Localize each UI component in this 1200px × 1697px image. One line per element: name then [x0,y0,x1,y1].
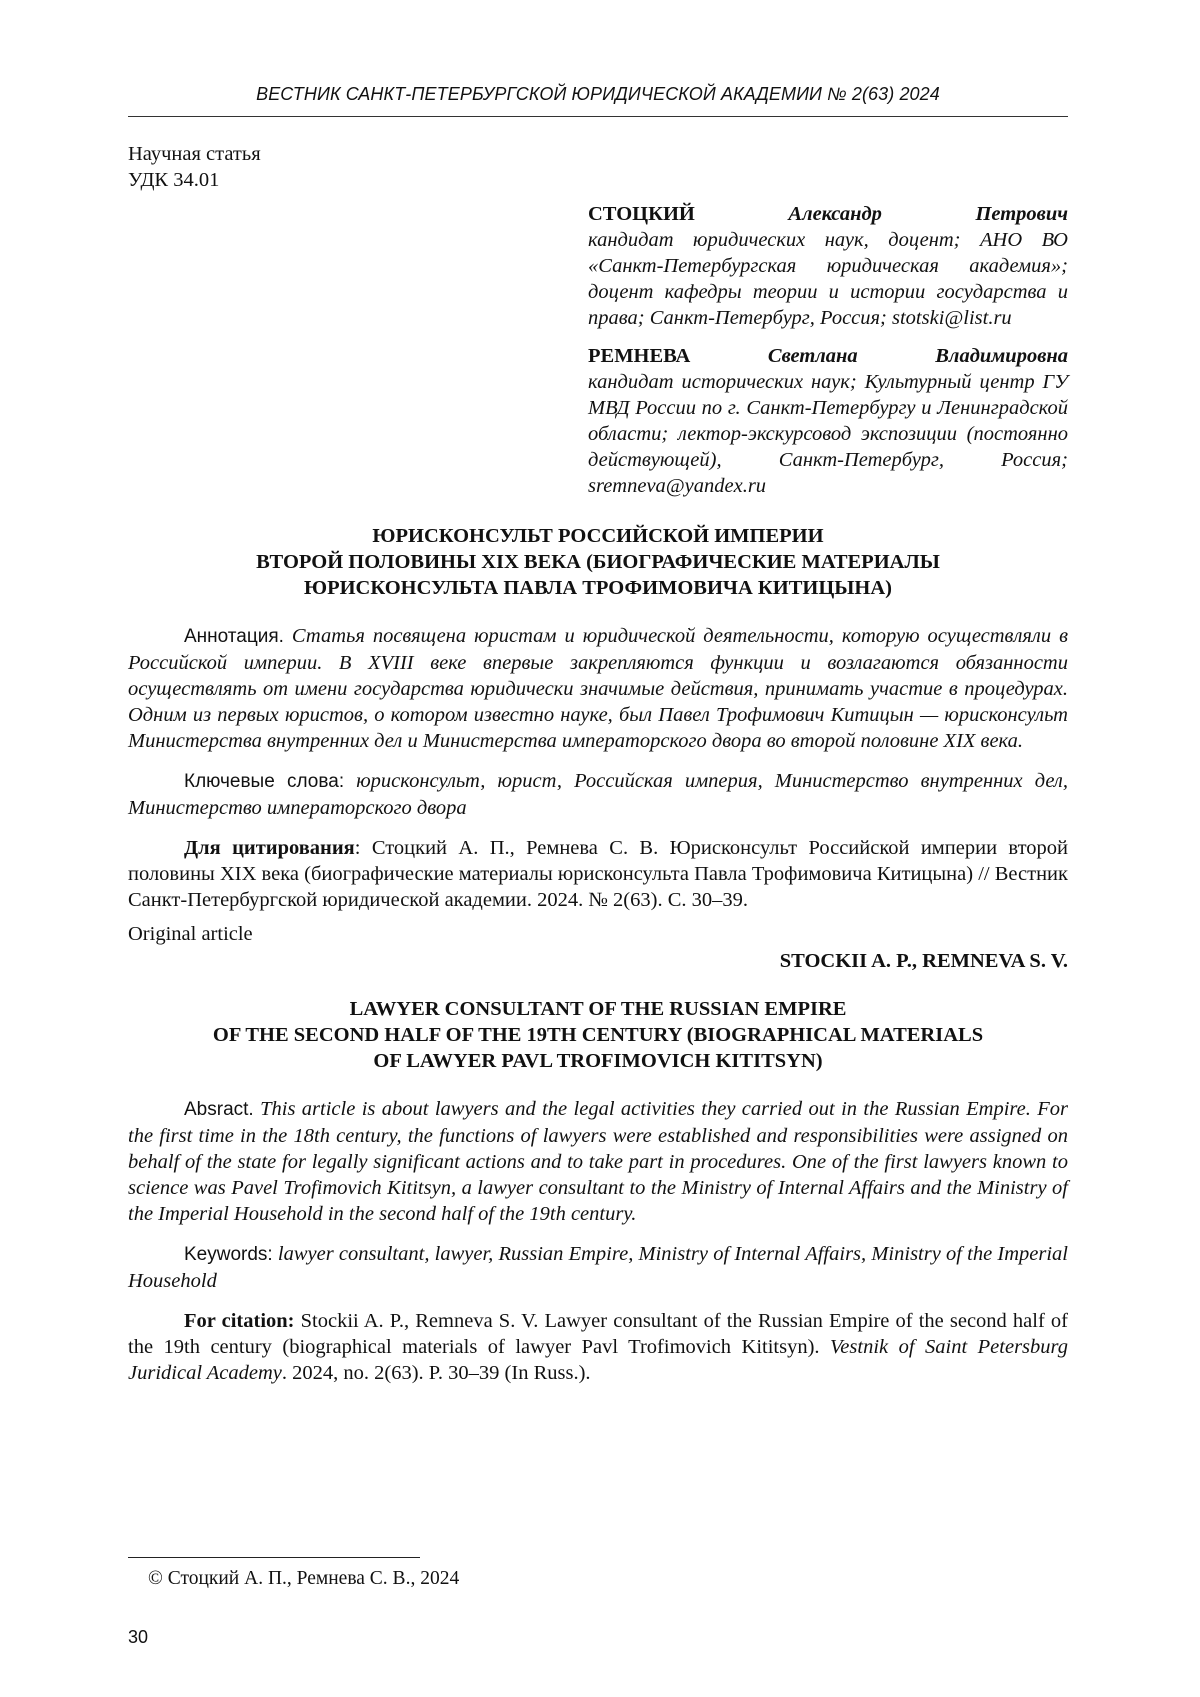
article-title-ru [128,523,1068,601]
author-affiliation: кандидат юридических наук, доцент; АНО ВО «Санкт-Петербургская юридическая академия»; доцент кафедры теории и истории государства и права; Санкт-Петербург, Россия; stotski@list.ru [588,229,1068,329]
author-name [588,343,1068,369]
title-line: ЮРИСКОНСУЛЬТА ПАВЛА ТРОФИМОВИЧА КИТИЦЫНА) [304,577,892,599]
copyright-footnote: © Стоцкий А. П., Ремнева С. В., 2024 [148,1568,460,1589]
citation-label: For citation: [184,1310,295,1332]
citation-journal: Vestnik of Saint Petersburg Juridical Academy [128,1336,1068,1384]
title-line: OF LAWYER PAVL TROFIMOVICH KITITSYN) [373,1050,823,1072]
citation-tail: . 2024, no. 2(63). P. 30–39 (In Russ.). [281,1362,591,1384]
abstract-en [128,1096,1068,1227]
author-surname: РЕМНЕВА [588,345,691,367]
title-line: ЮРИСКОНСУЛЬТ РОССИЙСКОЙ ИМПЕРИИ [372,525,824,547]
author-first-name: Светлана [767,345,858,367]
author-patronymic: Владимировна [935,345,1068,367]
article-body [128,141,1068,1386]
article-type-en: Original article [128,923,253,945]
keywords-ru [128,768,1068,821]
citation-text: : Стоцкий А. П., Ремнева С. В. Юрисконсульт Российской империи второй половины XIX века (биографические материалы юрисконсульта Павла Трофимовича Китицына) // Вестник Санкт-Петербургской юридической академии. 2024. № 2(63). С. 30–39. [128,837,1068,911]
citation-label: Для цитирования [184,837,355,859]
citation-en [128,1308,1068,1386]
article-title-en [128,996,1068,1074]
author-name [588,201,1068,227]
abstract-ru [128,623,1068,754]
page-number: 30 [128,1627,149,1647]
authors-en: STOCKII A. P., REMNEVA S. V. [779,950,1068,972]
keywords-en [128,1241,1068,1294]
title-line: ВТОРОЙ ПОЛОВИНЫ XIX ВЕКА (БИОГРАФИЧЕСКИЕ МАТЕРИАЛЫ [256,551,940,573]
title-line: OF THE SECOND HALF OF THE 19TH CENTURY (BIOGRAPHICAL MATERIALS [212,1024,984,1046]
abstract-text: This article is about lawyers and the legal activities they carried out in the Russian Empire. For the first time in the 18th century, the functions of lawyers were established and responsibilities were assigned on behalf of the state for legally significant actions and to take part in procedures. One of the first lawyers known to science was Pavel Trofimovich Kititsyn, a lawyer consultant to the Ministry of Internal Affairs and the Ministry of the Imperial Household in the second half of the 19th century. [128,1098,1068,1225]
author-patronymic: Петрович [975,203,1068,225]
author-block [588,201,1068,331]
keywords-label: Keywords: [184,1244,273,1265]
keywords-text: lawyer consultant, lawyer, Russian Empire, Ministry of Internal Affairs, Ministry of the Imperial Household [128,1243,1069,1292]
article-type: Научная статья [128,143,261,165]
keywords-label: Ключевые слова: [184,771,345,792]
author-surname: СТОЦКИЙ [588,203,695,225]
author-affiliation: кандидат исторических наук; Культурный центр ГУ МВД России по г. Санкт-Петербургу и Ленинградской области; лектор-экскурсовод экспозиции (постоянно действующей), Санкт-Петербург, Россия; sremneva@yandex.ru [588,371,1068,497]
citation-ru [128,835,1068,913]
author-first-name: Александр [788,203,882,225]
keywords-text: юрисконсульт, юрист, Российская империя, Министерство внутренних дел, Министерство императорского двора [128,770,1068,819]
abstract-text: Статья посвящена юристам и юридической деятельности, которую осуществляли в Российской империи. В XVIII веке впервые закрепляются функции и возлагаются обязанности осуществлять от имени государства юридически значимые действия, принимать участие в процедурах. Одним из первых юристов, о котором известно науке, был Павел Трофимович Китицын — юрисконсульт Министерства внутренних дел и Министерства императорского двора во второй половине XIX века. [128,625,1068,752]
abstract-label: Absract. [184,1099,254,1120]
footnote-rule [128,1557,420,1558]
citation-text: Stockii A. P., Remneva S. V. Lawyer consultant of the Russian Empire of the second half of the 19th century (biographical materials of lawyer Pavl Trofimovich Kititsyn). [128,1310,1068,1358]
header-rule [128,116,1068,117]
title-line: LAWYER CONSULTANT OF THE RUSSIAN EMPIRE [349,998,847,1020]
running-header: ВЕСТНИК САНКТ-ПЕТЕРБУРГСКОЙ ЮРИДИЧЕСКОЙ АКАДЕМИИ № 2(63) 2024 [256,84,940,104]
abstract-label: Аннотация. [184,626,284,647]
udc-code: УДК 34.01 [128,169,220,191]
author-block [588,343,1068,499]
